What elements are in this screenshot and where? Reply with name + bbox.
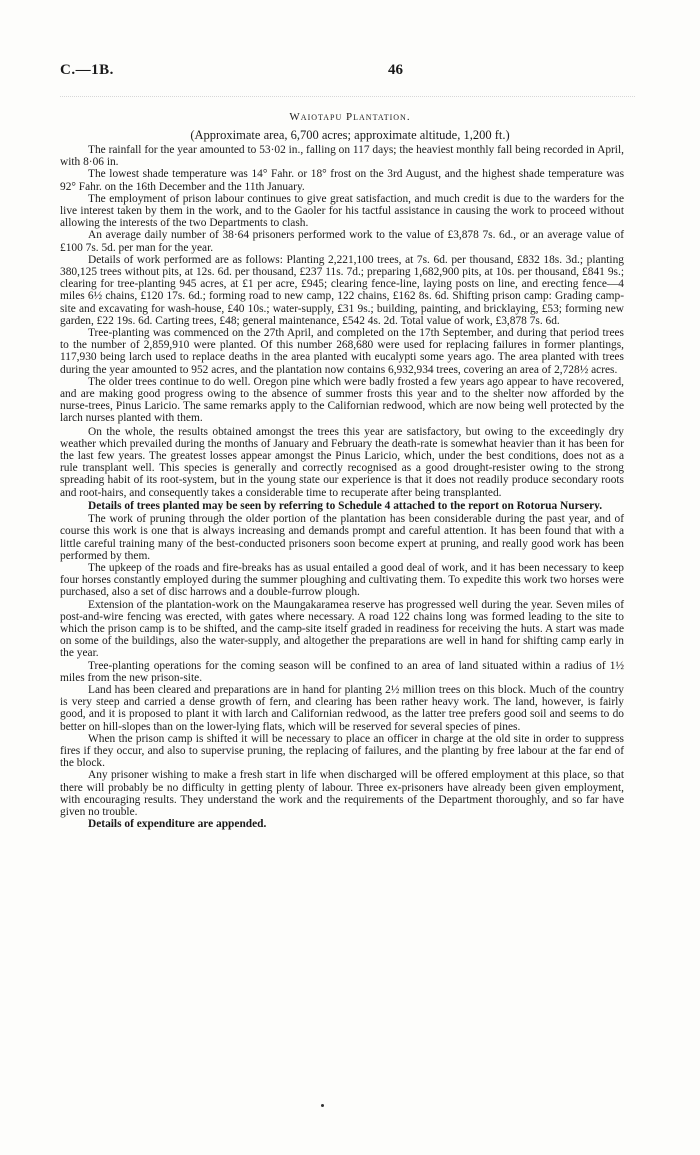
paragraph-pruning: The work of pruning through the older portion of the plantation has been considerable during the past year, and of course this work is one that is always increasing and demands prompt and careful attention. It has been found that with a little careful training many of the best-conducted prisoners soon become expert at pruning, and really good work has been performed by them. [60,513,624,562]
paragraph-rainfall: The rainfall for the year amounted to 53·02 in., falling on 117 days; the heaviest monthly fall being recorded in April, with 8·06 in. [60,144,624,169]
paragraph-older-trees: The older trees continue to do well. Oregon pine which were badly frosted a few years ago appear to have recovered, and are making good progress owing to the absence of summer frosts this year and to the shelter now afforded by the nurse-trees, Pinus Laricio. The same remarks apply to the Californian redwood, which are now being well protected by the larch nurses planted with them. [60,375,624,425]
paragraph-work-details: Details of work performed are as follows: Planting 2,221,100 trees, at 7s. 6d. per thousand, £832 18s. 3d.; planting 380,125 trees without pits, at 12s. 6d. per thousand, £237 11s. 7d.; preparing 1,682,900 pits, at 10s. per thousand, £841 9s.; clearing for tree-planting 945 acres, at £1 per acre, £945; clearing fence-line, laying posts on line, and erecting fence—4 miles 6½ chains, £120 17s. 6d.; forming road to new camp, 122 chains, £162 8s. 6d. Shifting prison camp: Grading camp-site and excavating for wash-house, £40 10s.; water-supply, £31 9s.; building, painting, and bricklaying, £53; forming new garden, £22 19s. 6d. Carting trees, £48; general maintenance, £542 4s. 2d. Total value of work, £3,878 7s. 6d. [60,253,624,327]
paragraph-camp-shift: When the prison camp is shifted it will be necessary to place an officer in charge at the old site in order to suppress fires if they occur, and also to supervise pruning, the replacing of failures, and the planting by free labour at the far end of the block. [60,732,624,770]
paragraph-results: On the whole, the results obtained amongst the trees this year are satisfactory, but owing to the exceedingly dry weather which prevailed during the months of January and February the death-rate is somewhat heavier than it has been for the last few years. The greatest losses appear amongst the Pinus Laricio, which, under the best conditions, does not as a rule transplant well. This species is generally and correctly recognised as a good drought-resister owing to the strong spreading habit of its root-system, but in the young state our experience is that it does not readily produce secondary roots and root-hairs, and consequently takes a considerable time to recuperate after being transplanted. [60,425,624,499]
paragraph-land-cleared: Land has been cleared and preparations are in hand for planting 2½ million trees on this block. Much of the country is very steep and carried a dense growth of fern, and clearing has been rather heavy work. The land, however, is fairly good, and it is proposed to plant it with larch and Californian redwood, as the latter tree prefers good soil and seems to do better on hill-slopes than on the lower-lying flats, which will be reserved for several species of pines. [60,683,624,733]
paragraph-roads: The upkeep of the roads and fire-breaks has as usual entailed a good deal of work, and it has been necessary to keep four horses constantly employed during the summer ploughing and cultivating them. To expedite this work two horses were purchased, also a set of disc harrows and a double-furrow plough. [60,561,624,599]
paragraph-daily-average: An average daily number of 38·64 prisoners performed work to the value of £3,878 7s. 6d., or an average value of £100 7s. 5d. per man for the year. [60,229,624,254]
paragraph-coming-season: Tree-planting operations for the coming season will be confined to an area of land situated within a radius of 1½ miles from the new prison-site. [60,659,624,684]
paragraph-tree-planting: Tree-planting was commenced on the 27th April, and completed on the 17th September, and during that period trees to the number of 2,859,910 were planted. Of this number 268,680 were used for replacing failures in former plantings, 117,930 being larch used to replace deaths in the area planted with eucalypti some years ago. The area planted with trees during the year amounted to 952 acres, and the plantation now contains 6,932,934 trees, covering an area of 2,728½ acres. [60,327,624,376]
paragraph-employment: Any prisoner wishing to make a fresh start in life when discharged will be offered employment at this place, so that there will probably be no difficulty in getting plenty of labour. Three ex-prisoners have already been given employment, with encouraging results. They understand the work and the requirements of the Department thoroughly, and so far have given no trouble. [60,769,624,818]
scan-dot [321,1104,324,1107]
paragraph-temperature: The lowest shade temperature was 14° Fahr. or 18° frost on the 3rd August, and the highest shade temperature was 92° Fahr. on the 16th December and the 11th January. [60,168,624,193]
paragraph-expenditure: Details of expenditure are appended. [88,818,267,831]
section-subtitle: (Approximate area, 6,700 acres; approximate altitude, 1,200 ft.) [190,128,510,142]
paragraph-maungakaramea: Extension of the plantation-work on the Maungakaramea reserve has progressed well during the year. Seven miles of post-and-wire fencing was erected, with gates where necessary. A road 122 chains long was formed leading to the site to which the prison camp is to be shifted, and the camp-site itself graded in readiness for receiving the huts. A start was made on some of the buildings, also the water-supply, and altogether the preparations are well in hand for shifting camp early in the year. [60,598,624,660]
report-body [60,144,624,830]
scan-speckle-divider [60,96,635,103]
section-title: Waiotapu Plantation. [289,111,411,123]
paragraph-prison-labour: The employment of prison labour continues to give great satisfaction, and much credit is due to the warders for the live interest taken by them in the work, and to the Gaoler for his tactful assistance in causing the work to proceed without allowing the interests of the two Departments to clash. [60,192,624,230]
paragraph-schedule-reference: Details of trees planted may be seen by referring to Schedule 4 attached to the report on Rotorua Nursery. [88,499,603,512]
page-header [60,62,650,82]
document-reference: C.—1B. [60,62,114,78]
page-number: 46 [388,62,403,78]
